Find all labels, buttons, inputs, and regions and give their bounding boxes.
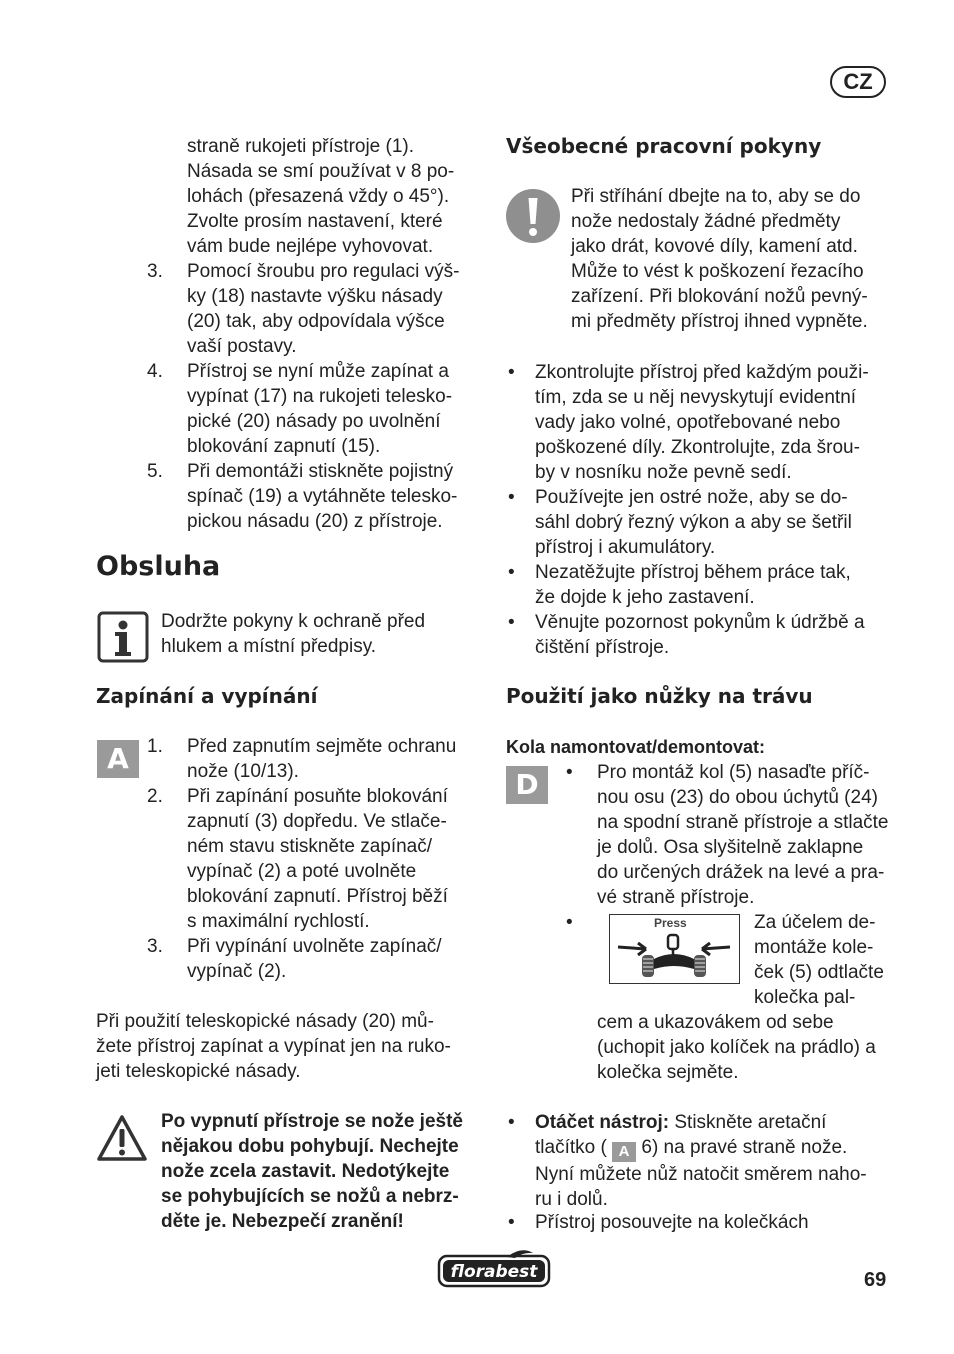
step-number: 3.: [147, 261, 163, 282]
bullet-dot: •: [508, 1212, 515, 1233]
text-line: Při vypínání uvolněte zapínač/: [187, 936, 442, 957]
rotate-tool-label: Otáčet nástroj:: [535, 1112, 670, 1133]
text-line: kolečka pal-: [754, 987, 856, 1008]
telescopic-paragraph: [96, 1009, 451, 1084]
text-line: ru i dolů.: [535, 1189, 608, 1210]
brand-text: florabest: [450, 1262, 538, 1282]
text-line: (uchopit jako kolíček na prádlo) a: [597, 1037, 876, 1058]
text-line: nou osu (23) do obou úchytů (24): [597, 787, 878, 808]
step-text: [187, 734, 456, 784]
bullet-dot: •: [508, 487, 515, 508]
text-line: děte je. Nebezpečí zranění!: [161, 1211, 404, 1232]
text-line: lohách (přesazená vždy o 45°).: [187, 186, 450, 207]
text-line: Může to vést k poškození řezacího: [571, 261, 864, 282]
step-number: 3.: [147, 936, 163, 957]
text-line: vypínač (2).: [187, 961, 287, 982]
caution-icon: [505, 188, 561, 244]
rotate-tool-desc: 6) na pravé straně nože.: [636, 1137, 848, 1158]
step-number: 1.: [147, 736, 163, 757]
bullet-text: [535, 360, 869, 485]
step-text: [187, 359, 452, 459]
bullet-dot: •: [508, 362, 515, 383]
text-line: vé straně přístroje.: [597, 887, 755, 908]
bullet-text: [535, 610, 865, 660]
text-line: Přístroj se nyní může zapínat a: [187, 361, 449, 382]
text-line: Při zapínání posuňte blokování: [187, 786, 448, 807]
text-line: Před zapnutím sejměte ochranu: [187, 736, 457, 757]
text-line: jako drát, kovové díly, kamení atd.: [571, 236, 858, 257]
bullet-text: [535, 560, 851, 610]
text-line: mi předměty přístroj ihned vypněte.: [571, 311, 868, 332]
text-line: přístroj i akumulátory.: [535, 537, 716, 558]
section-heading-onoff: Zapínání a vypínání: [96, 684, 318, 708]
text-line: Násada se smí používat v 8 po-: [187, 161, 455, 182]
text-line: ček (5) odtlačte: [754, 962, 884, 983]
bullet-dot: •: [566, 912, 573, 933]
text-line: tím, zda se u něj nevyskytují evidentní: [535, 387, 857, 408]
text-line: Nezatěžujte přístroj během práce tak,: [535, 562, 851, 583]
florabest-logo: [437, 1248, 551, 1288]
press-label: Press: [654, 916, 687, 930]
text-line: Za účelem de-: [754, 912, 876, 933]
press-illustration: [609, 914, 740, 984]
step-number: 4.: [147, 361, 163, 382]
text-line: hlukem a místní předpisy.: [161, 636, 377, 657]
info-icon: [97, 611, 149, 663]
rotate-tool-desc: Stiskněte aretační: [669, 1112, 827, 1133]
step-text: [187, 784, 448, 934]
text-line: s maximální rychlostí.: [187, 911, 370, 932]
text-line: se pohybujících se nožů a nebrz-: [161, 1186, 459, 1207]
text-line: nože zcela zastavit. Nedotýkejte: [161, 1161, 450, 1182]
text-line: žete přístroj zapínat a vypínat jen na ruko-: [96, 1036, 451, 1057]
text-line: montáže kole-: [754, 937, 874, 958]
text-line: Zvolte prosím nastavení, které: [187, 211, 443, 232]
rotate-tool-text: [535, 1110, 867, 1212]
bullet-dot: •: [508, 1112, 515, 1133]
section-heading-general: Všeobecné pracovní pokyny: [506, 134, 822, 158]
text-line: že dojde k jeho zastavení.: [535, 587, 755, 608]
text-line: vám bude nejlépe vyhovovat.: [187, 236, 434, 257]
step-number: 5.: [147, 461, 163, 482]
wheels-subheading: Kola namontovat/demontovat:: [506, 737, 766, 757]
bullet-text: Přístroj posouvejte na kolečkách: [535, 1212, 809, 1233]
text-line: vypínat (17) na rukojeti telesko-: [187, 386, 453, 407]
text-line: straně rukojeti přístroje (1).: [187, 136, 415, 157]
text-line: vypínač (2) a poté uvolněte: [187, 861, 417, 882]
bullet-text: [535, 485, 852, 560]
intro-paragraph: [187, 134, 454, 259]
text-line: Při použití teleskopické násady (20) mů-: [96, 1011, 434, 1032]
section-heading-grass: Použití jako nůžky na trávu: [506, 684, 813, 708]
figure-ref-d: D: [506, 766, 548, 804]
text-line: sáhl dobrý řezný výkon a aby se šetřil: [535, 512, 852, 533]
text-line: Zkontrolujte přístroj před každým použi-: [535, 362, 869, 383]
text-line: ky (18) nastavte výšku násady: [187, 286, 443, 307]
text-line: jeti teleskopické násady.: [96, 1061, 301, 1082]
wheel-mount-text: [597, 760, 889, 910]
text-line: nějakou dobu pohybují. Nechejte: [161, 1136, 459, 1157]
text-line: Používejte jen ostré nože, aby se do-: [535, 487, 848, 508]
text-line: Nyní můžete nůž natočit směrem naho-: [535, 1164, 867, 1185]
text-line: zapnutí (3) dopředu. Ve stlače-: [187, 811, 447, 832]
text-line: na spodní straně přístroje a stlačte: [597, 812, 889, 833]
text-line: Po vypnutí přístroje se nože ještě: [161, 1111, 463, 1132]
info-note: [161, 609, 425, 659]
section-heading-obsluha: Obsluha: [96, 551, 221, 582]
text-line: pickou násadu (20) z přístroje.: [187, 511, 443, 532]
bullet-dot: •: [508, 612, 515, 633]
text-line: vaší postavy.: [187, 336, 297, 357]
page-number: 69: [864, 1269, 887, 1291]
text-line: by v nosníku nože pevně sedí.: [535, 462, 792, 483]
text-line: blokování zapnutí (15).: [187, 436, 381, 457]
bullet-dot: •: [508, 562, 515, 583]
step-text: [187, 934, 442, 984]
language-badge: CZ: [830, 66, 886, 98]
text-line: kolečka sejměte.: [597, 1062, 739, 1083]
text-line: Při stříhání dbejte na to, aby se do: [571, 186, 861, 207]
text-line: nože nedostaly žádné předměty: [571, 211, 841, 232]
bullet-dot: •: [566, 762, 573, 783]
text-line: do určených drážek na levé a pra-: [597, 862, 885, 883]
text-line: [535, 1135, 867, 1162]
warning-icon: [96, 1114, 148, 1162]
step-number: 2.: [147, 786, 163, 807]
wheel-removal-side-text: [754, 910, 884, 1010]
text-line: je dolů. Osa slyšitelně zaklapne: [597, 837, 864, 858]
text-line: spínač (19) a vytáhněte telesko-: [187, 486, 458, 507]
wheel-removal-icon: [610, 915, 738, 982]
text-line: Pro montáž kol (5) nasaďte příč-: [597, 762, 870, 783]
text-line: čištění přístroje.: [535, 637, 670, 658]
figure-ref-a-inline: A: [612, 1142, 636, 1162]
text-line: ném stavu stiskněte zapínač/: [187, 836, 433, 857]
text-line: nože (10/13).: [187, 761, 299, 782]
caution-note: [571, 184, 868, 334]
text-line: Věnujte pozornost pokynům k údržbě a: [535, 612, 865, 633]
step-text: [187, 259, 459, 359]
text-line: Při demontáži stiskněte pojistný: [187, 461, 454, 482]
text-line: zařízení. Při blokování nožů pevný-: [571, 286, 868, 307]
figure-ref-a: A: [97, 740, 139, 778]
step-text: [187, 459, 457, 534]
text-line: [535, 1110, 867, 1135]
text-line: (20) tak, aby odpovídala výšce: [187, 311, 445, 332]
text-line: pické (20) násady po uvolnění: [187, 411, 441, 432]
text-line: Pomocí šroubu pro regulaci výš-: [187, 261, 460, 282]
rotate-tool-desc: tlačítko (: [535, 1137, 607, 1158]
text-line: cem a ukazovákem od sebe: [597, 1012, 834, 1033]
warning-note: [161, 1109, 463, 1234]
text-line: poškozené díly. Zkontrolujte, zda šrou-: [535, 437, 860, 458]
text-line: blokování zapnutí. Přístroj běží: [187, 886, 448, 907]
text-line: Dodržte pokyny k ochraně před: [161, 611, 426, 632]
wheel-removal-text: [597, 1010, 876, 1085]
text-line: vady jako volné, opotřebované nebo: [535, 412, 841, 433]
